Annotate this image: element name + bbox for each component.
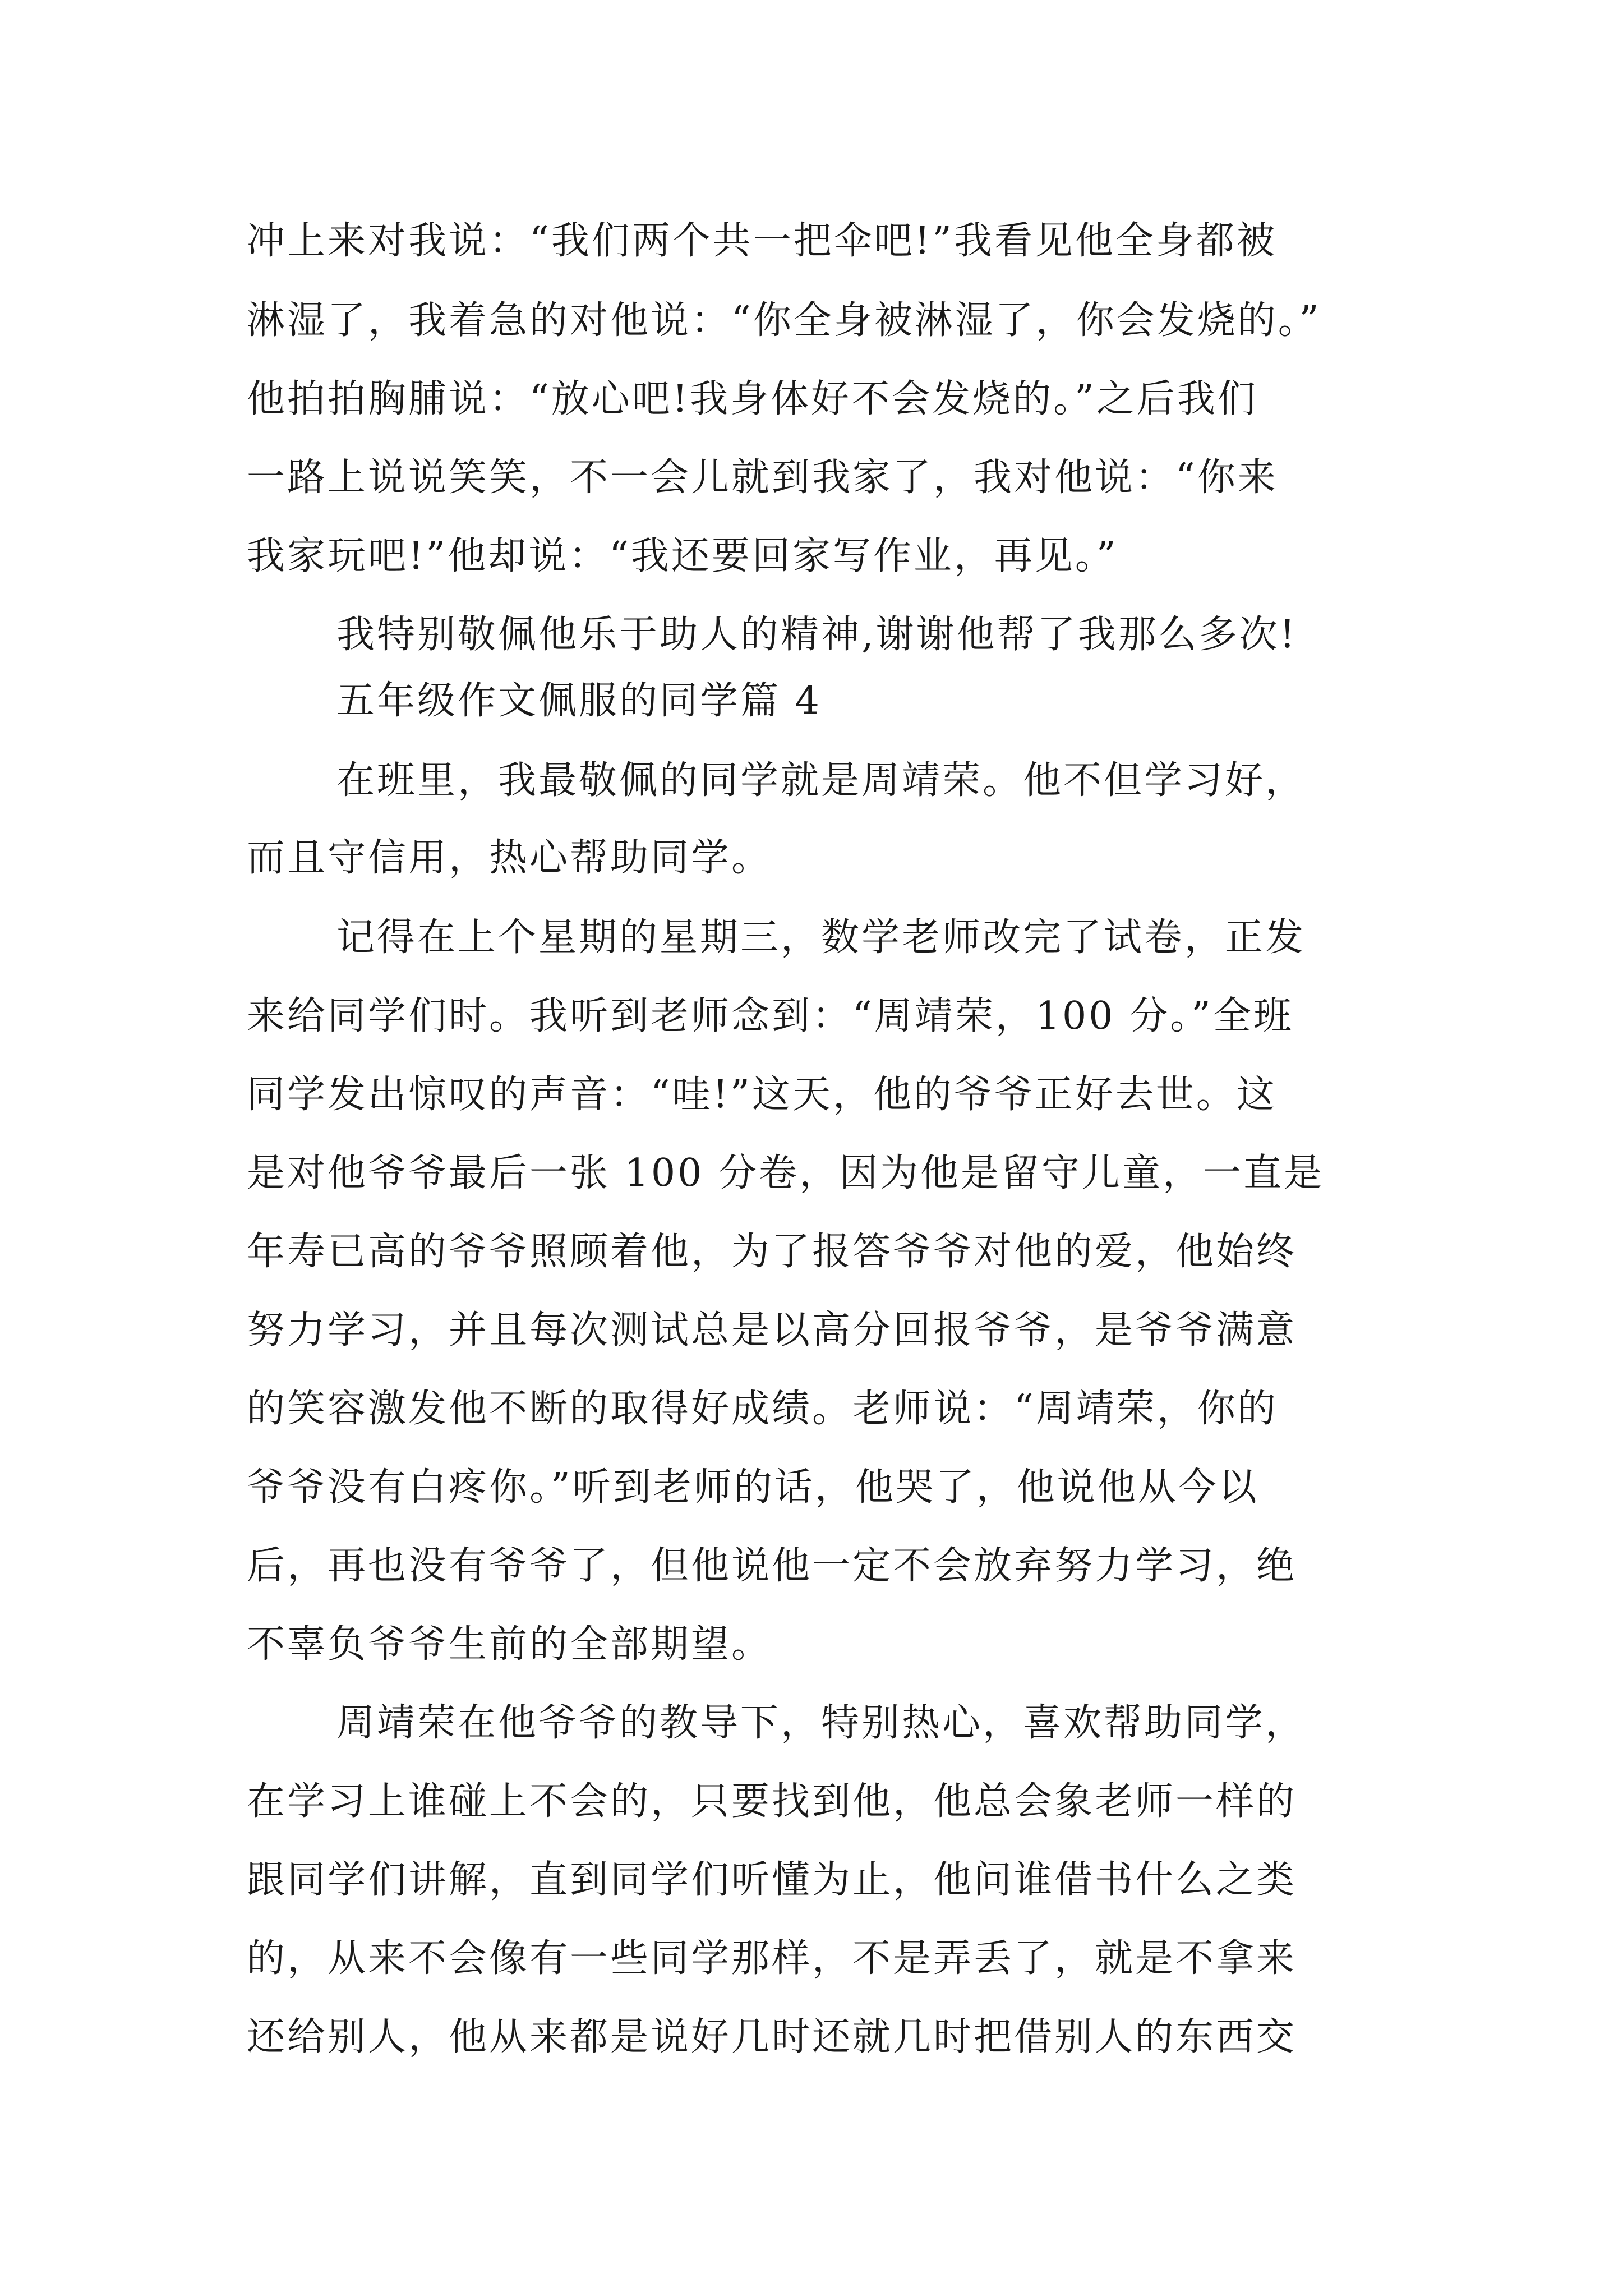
- text-line: 我家玩吧!”他却说：“我还要回家写作业，再见。”: [247, 534, 1118, 578]
- text-line: 我特别敬佩他乐于助人的精神,谢谢他帮了我那么多次!: [336, 613, 1297, 657]
- text-line: 周靖荣在他爷爷的教导下，特别热心，喜欢帮助同学，: [336, 1701, 1306, 1745]
- text-line: 冲上来对我说：“我们两个共一把伞吧!”我看见他全身都被: [247, 219, 1277, 263]
- text-line: 在班里，我最敬佩的同学就是周靖荣。他不但学习好，: [336, 758, 1306, 803]
- text-line: 淋湿了，我着急的对他说：“你全身被淋湿了，你会发烧的。”: [247, 298, 1321, 343]
- text-line: 是对他爷爷最后一张 100 分卷，因为他是留守儿童，一直是: [247, 1151, 1325, 1195]
- text-line: 的笑容激发他不断的取得好成绩。老师说：“周靖荣，你的: [247, 1387, 1278, 1431]
- text-line: 不辜负爷爷生前的全部期望。: [247, 1622, 772, 1667]
- text-line: 的，从来不会像有一些同学那样，不是弄丢了，就是不拿来: [247, 1936, 1297, 1981]
- text-line: 年寿已高的爷爷照顾着他，为了报答爷爷对他的爱，他始终: [247, 1230, 1297, 1274]
- text-line: 后，再也没有爷爷了，但他说他一定不会放弃努力学习，绝: [247, 1544, 1297, 1588]
- text-line: 努力学习，并且每次测试总是以高分回报爷爷，是爷爷满意: [247, 1308, 1297, 1352]
- section-heading: 五年级作文佩服的同学篇 4: [336, 679, 822, 723]
- text-line: 记得在上个星期的星期三，数学老师改完了试卷，正发: [336, 915, 1306, 960]
- text-line: 爷爷没有白疼你。”听到老师的话，他哭了，他说他从今以: [247, 1465, 1259, 1510]
- text-line: 跟同学们讲解，直到同学们听懂为止，他问谁借书什么之类: [247, 1858, 1297, 1902]
- text-line: 同学发出惊叹的声音：“哇!”这天，他的爷爷正好去世。这: [247, 1073, 1277, 1117]
- text-line: 他拍拍胸脯说：“放心吧!我身体好不会发烧的。”之后我们: [247, 377, 1258, 421]
- text-line: 还给别人，他从来都是说好几时还就几时把借别人的东西交: [247, 2015, 1297, 2059]
- text-line: 而且守信用，热心帮助同学。: [247, 836, 772, 880]
- text-line: 在学习上谁碰上不会的，只要找到他，他总会象老师一样的: [247, 1779, 1297, 1824]
- text-line: 来给同学们时。我听到老师念到：“周靖荣，100 分。”全班: [247, 994, 1294, 1038]
- text-line: 一路上说说笑笑，不一会儿就到我家了，我对他说：“你来: [247, 455, 1278, 500]
